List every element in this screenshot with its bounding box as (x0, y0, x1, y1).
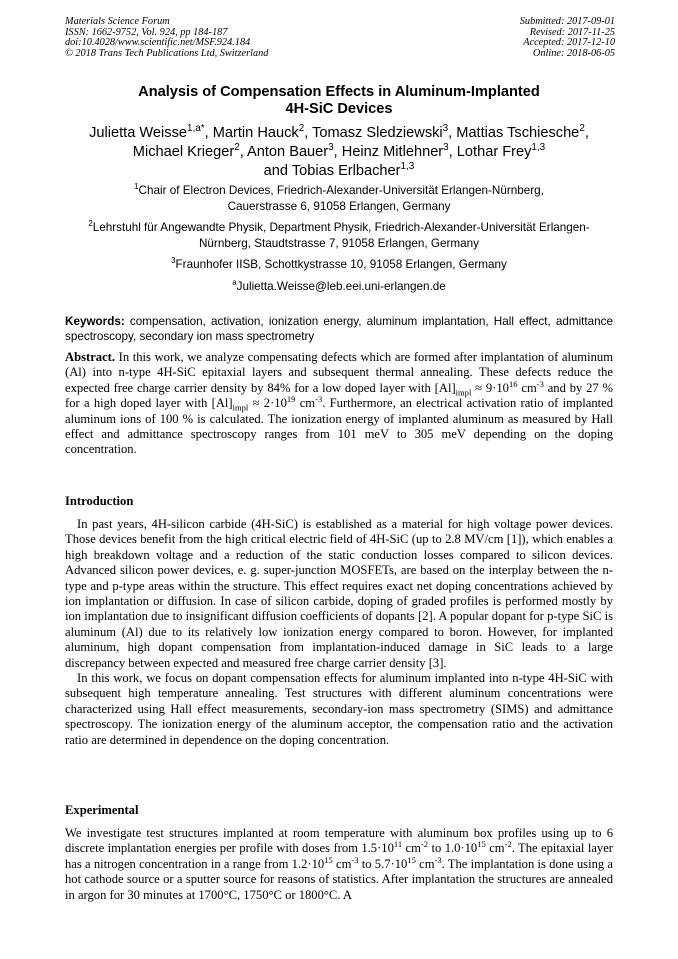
experimental-sup: -3 (434, 854, 442, 865)
abstract-sup: 16 (508, 378, 518, 389)
experimental-text: . The implantation is done using a hot cathode source or a sputter source for reasons of statistics. After implantation the structures are annealed in argon for 30 minutes at 1700°C, 1750°C or 1800°C. A (65, 856, 614, 902)
author: Julietta Weisse (89, 125, 187, 141)
keywords-label: Keywords: (65, 315, 125, 328)
journal-name: Materials Science Forum (65, 16, 170, 27)
journal-header-left (65, 17, 268, 59)
experimental-body (65, 826, 613, 903)
email-address[interactable]: Julietta.Weisse@leb.eei.uni-erlangen.de (236, 280, 446, 293)
abstract-label: Abstract. (65, 350, 116, 364)
author: Tobias Erlbacher (291, 163, 401, 179)
introduction-paragraph-2: In this work, we focus on dopant compensation effects for aluminum implanted into n-type 4H-SiC with subsequent high temperature annealing. Test structures with different aluminum concentrations were characterized using Hall effect measurements, secondary-ion mass spectrometry (SIMS) and admittance spectroscopy. The ionization energy of the aluminum acceptor, the compensation ratio and the activation ratio are determined in dependence on the doping concentration. (65, 671, 613, 747)
experimental-sup: 15 (407, 854, 416, 865)
author-sup: 2 (579, 123, 585, 135)
keywords-text: compensation, activation, ionization energy, aluminum implantation, Hall effect, admittance spectroscopy, secondary ion mass spectrometry (65, 315, 613, 343)
affiliation-sup: 3 (171, 256, 176, 266)
affiliation-3 (50, 257, 628, 273)
affiliation-1 (50, 183, 628, 214)
experimental-sup: 15 (477, 839, 486, 850)
affiliation-text: Nürnberg, Staudtstrasse 7, 91058 Erlangen, Germany (198, 236, 479, 250)
author-sup: 1,3 (400, 161, 415, 173)
author-sup: 3 (328, 142, 334, 154)
affiliation-text: Fraunhofer IISB, Schottkystrasse 10, 91058 Erlangen, Germany (175, 258, 507, 271)
doi: doi:10.4028/www.scientific.net/MSF.924.184 (65, 37, 251, 49)
section-heading-introduction: Introduction (65, 494, 134, 508)
journal-header-right (520, 17, 615, 59)
experimental-text: . The epitaxial layer has a nitrogen concentration in a range from 1.2·10 (65, 841, 613, 871)
experimental-text: to 1.0·10 (431, 841, 478, 856)
paper-title (60, 84, 618, 118)
author: Anton Bauer (247, 144, 329, 160)
author: Heinz Mitlehner (341, 144, 444, 160)
affiliation-sup: 1 (134, 182, 139, 192)
author: Mattias Tschiesche (456, 125, 580, 141)
experimental-text: cm (405, 841, 421, 856)
affiliation-2 (50, 220, 628, 251)
keywords (65, 314, 613, 344)
abstract (65, 350, 613, 458)
experimental-text: cm (419, 856, 435, 871)
abstract-text: ≈ 2·10 (252, 396, 287, 411)
accepted-date: Accepted: 2017-12-10 (523, 37, 615, 49)
author-sup: 3 (443, 142, 449, 154)
introduction-body (65, 517, 613, 748)
abstract-text: and by 27 % for a high doped layer with [Al] (65, 380, 614, 411)
title-line-1: Analysis of Compensation Effects in Aluminum-Implanted (138, 84, 540, 100)
author-sup: 1,a* (186, 123, 205, 135)
abstract-sup: -3 (315, 394, 323, 405)
affiliation-text: Cauerstrasse 6, 91058 Erlangen, Germany (227, 199, 451, 213)
title-line-2: 4H-SiC Devices (285, 101, 393, 117)
abstract-sub: impl (455, 387, 472, 398)
author-list: Julietta Weisse$^{1,a*}$, Martin Hauck$^2$, Tomasz Sledziewski$^3$, Mattias Tschiesche$^2$, Michael Krieger$^2$, Anton Bauer$^3$, Heinz Mitlehner$^3$, Lothar Frey$^{1,3}$ and Tobias Erlbacher$^{1,3}$ (89, 123, 589, 179)
author: Tomasz Sledziewski (312, 125, 443, 141)
experimental-sup: -2 (420, 839, 429, 850)
experimental-sup: -3 (351, 854, 359, 865)
revised-date: Revised: 2017-11-25 (529, 26, 615, 38)
abstract-text: cm (521, 380, 537, 395)
affiliation-text: Lehrstuhl für Angewandte Physik, Department Physik, Friedrich-Alexander-Universität Erlangen- (92, 221, 590, 234)
experimental-sup: -2 (504, 839, 512, 850)
experimental-text: cm (335, 856, 352, 871)
affiliation-text: Chair of Electron Devices, Friedrich-Alexander-Universität Erlangen-Nürnberg, (138, 184, 544, 197)
submitted-date: Submitted: 2017-09-01 (519, 16, 615, 27)
copyright: © 2018 Trans Tech Publications Ltd, Switzerland (65, 47, 269, 59)
abstract-text: ≈ 9·10 (475, 380, 509, 395)
abstract-sup: 19 (286, 394, 296, 405)
abstract-text: . Furthermore, an electrical activation ratio of implanted aluminum ions of 100 % is calculated. The ionization energy of implanted aluminum as measured by Hall effect and admittance spectroscopy ranges from 101 meV to 305 meV depending on the doping concentration. (65, 396, 613, 457)
experimental-sup: 11 (393, 839, 403, 850)
issn: ISSN: 1662-9752, Vol. 924, pp 184-187 (65, 26, 228, 38)
author-sup: 3 (442, 123, 449, 135)
section-heading-experimental: Experimental (65, 803, 139, 817)
author: Michael Krieger (132, 144, 235, 160)
email-sup: a (232, 278, 237, 288)
author: Martin Hauck (212, 125, 299, 141)
abstract-text: cm (299, 396, 316, 411)
experimental-sup: 15 (324, 854, 333, 865)
contact-email (50, 279, 628, 295)
experimental-text: to 5.7·10 (361, 856, 408, 871)
author-sup: 2 (234, 142, 240, 154)
experimental-text: We investigate test structures implanted at room temperature with aluminum box profiles using up to 6 discrete implantation energies per profile with doses from 1.5·10 (65, 826, 613, 856)
abstract-sup: -3 (536, 378, 544, 389)
experimental-text: cm (489, 841, 505, 856)
abstract-text: In this work, we analyze compensating defects which are formed after implantation of aluminum (Al) into n-type 4H-SiC epitaxial layers and subsequent thermal annealing. These defects reduce the expected free charge carrier density by 84% for a low doped layer with [Al] (65, 350, 613, 395)
author-conjunction: and (263, 163, 289, 179)
author-sup: 2 (298, 123, 305, 135)
abstract-sub: impl (232, 402, 249, 413)
affiliation-sup: 2 (88, 219, 93, 229)
author-sup: 1,3 (531, 142, 546, 154)
introduction-paragraph-1: In past years, 4H-silicon carbide (4H-SiC) is established as a material for high voltage power devices. Those devices benefit from the high critical electric field of 4H-SiC (up to 2.8 MV/cm [1]), which enables a high breakdown voltage and a reduction of the static conduction losses compared to silicon devices. Advanced silicon power devices, e. g. super-junction MOSFETs, are based on the interplay between the n-type and p-type areas within the structure. This effect requires exact net doping concentrations achieved by ion implantation or diffusion. In case of silicon carbide, doping of graded profiles is performed mostly by ion implantation due to insignificant diffusion coefficients of dopants [2]. A popular dopant for p-type SiC is aluminum (Al) due to its relatively low ionization energy compared to boron. However, for implanted aluminum, high dopant compensation from implantation-induced damage in SiC leads to a large discrepancy between expected and measured free charge carrier density [3]. (65, 517, 613, 670)
author: Lothar Frey (456, 144, 532, 160)
online-date: Online: 2018-06-05 (532, 47, 615, 59)
